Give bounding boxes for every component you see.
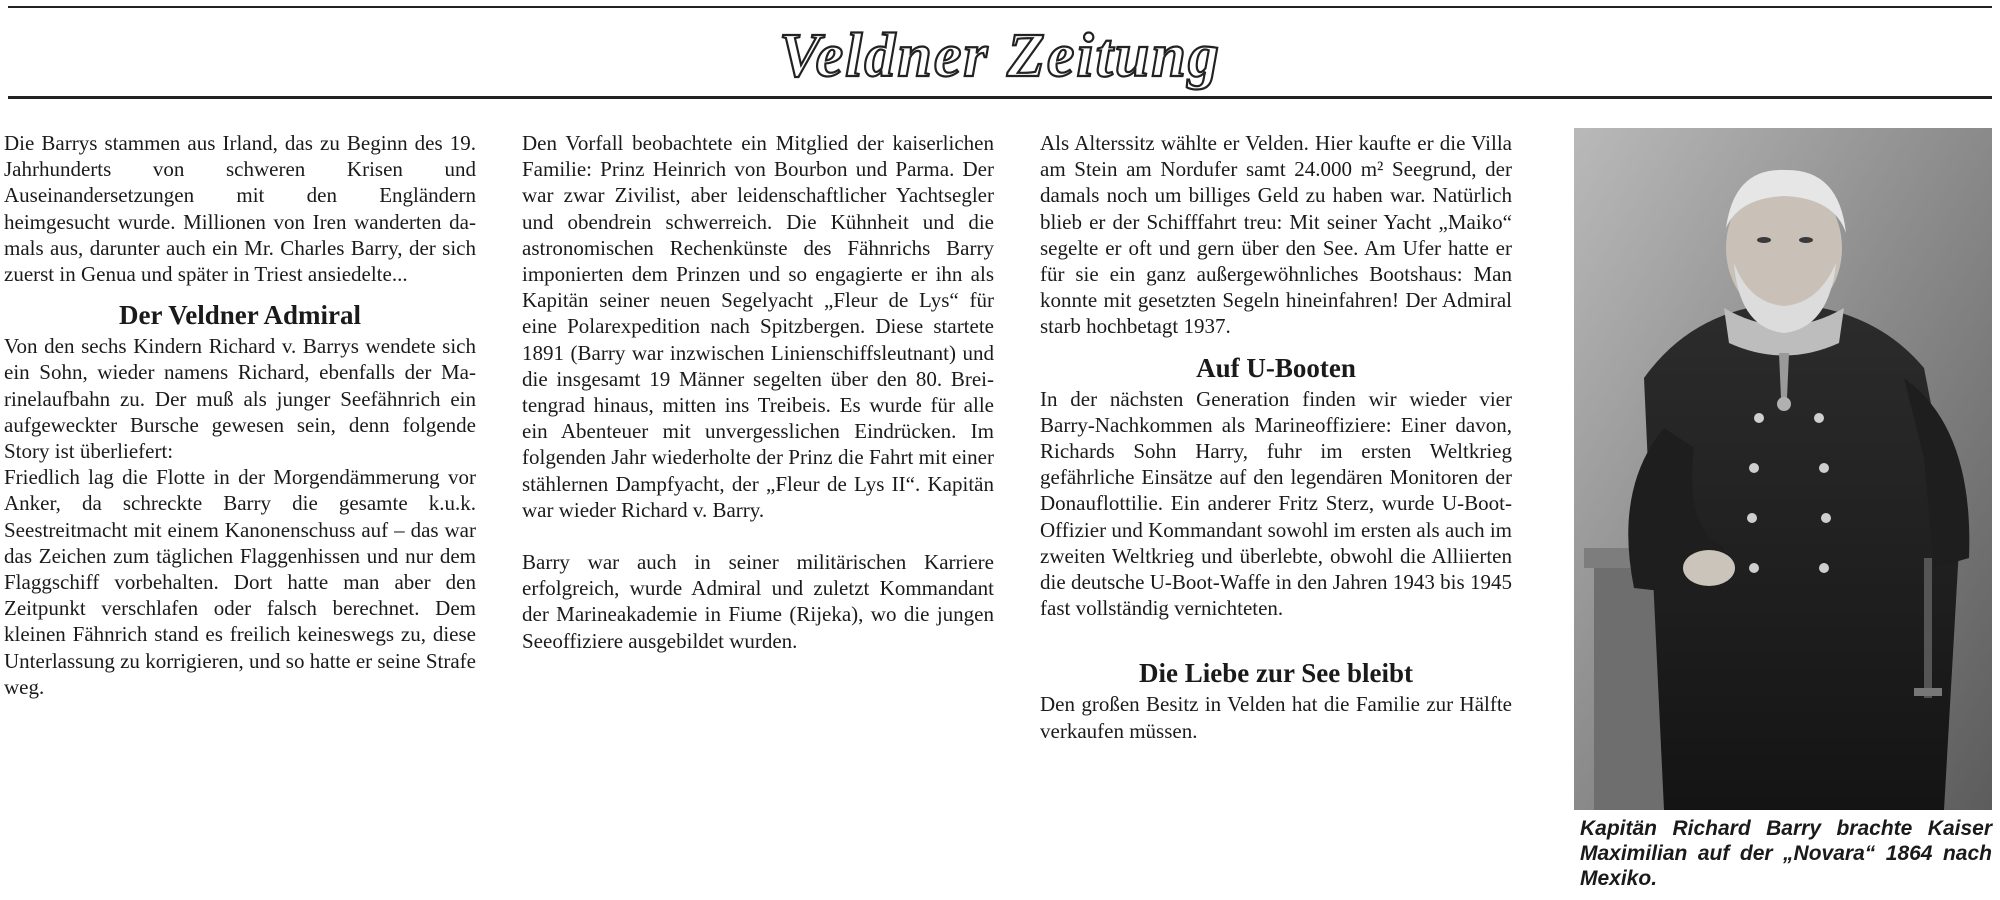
body-paragraph: Den Vorfall beobachtete ein Mitglied der kaiserlichen Familie: Prinz Heinrich von Bourbon und Parma. Der war zwar Zivilist, aber leidenschaftlicher Yachtsegler und obendrein schwerreich. Die Kühnheit und die astronomischen Rechenkünste des Fähnrichs Barry imponierten dem Prinzen und so engagierte er ihn als Kapitän seiner neuen Segelyacht „Fleur de Lys“ für eine Polarexpedition nach Spitzbergen. Diese startete 1891 (Barry war inzwischen Linienschiffsleutnant) und die insgesamt 19 Männer segelten über den 80. Breitengrad hinaus, mitten ins Treibeis. Es wurde für alle ein Abenteuer mit unvergesslichen Eindrücken. Im folgenden Jahr wiederholte der Prinz die Fahrt mit einer stählernen Dampfyacht, der „Fleur de Lys II“. Kapitän war wieder Richard v. Barry. — [522, 131, 994, 522]
masthead-bottom-rule — [8, 96, 1992, 99]
portrait-photo — [1574, 128, 1992, 810]
body-paragraph: Barry war auch in seiner militärischen Karriere erfolgreich, wurde Admiral und zuletzt Kommandant der Marineakademie in Fiume (Rijeka), wo die jungen Seeoffiziere ausgebildet wurden. — [522, 550, 994, 653]
masthead-title: Veldner Zeitung — [779, 22, 1221, 90]
body-paragraph: Als Alterssitz wählte er Velden. Hier kaufte er die Villa am Stein am Nordufer samt 24.000 m² Seegrund, der damals noch um billiges Geld zu haben war. Natürlich blieb er der Schifffahrt treu: Mit seiner Yacht „Maiko“ segelte er oft und gern über den See. Am Ufer hatte er für sie ein ganz außergewöhnliches Bootshaus: Man konnte mit gesetzten Segeln hineinfahren! Der Admiral starb hochbetagt 1937. — [1040, 131, 1512, 339]
masthead — [0, 14, 2000, 94]
body-paragraph: Den großen Besitz in Velden hat die Familie zur Hälfte verkaufen müssen. — [1040, 692, 1512, 743]
section-heading: Auf U-Booten — [1196, 352, 1356, 383]
article-column-2 — [522, 130, 994, 654]
article-column-3 — [1040, 130, 1512, 744]
body-paragraph: Von den sechs Kindern Richard v. Barrys wendete sich ein Sohn, wieder namens Richard, ebenfalls der Marinelaufbahn zu. Der muß als junger Seefähnrich ein aufgeweckter Bursche gewesen sein, denn folgende Story ist überliefert: — [4, 334, 476, 464]
masthead-top-rule — [8, 6, 1992, 8]
portrait-image — [1574, 128, 1992, 810]
intro-paragraph: Die Barrys stammen aus Irland, das zu Beginn des 19. Jahrhunderts von schweren Krisen und Auseinandersetzungen mit den Engländern heimgesucht wurde. Millionen von Iren wanderten damals aus, darunter auch ein Mr. Charles Barry, der sich zuerst in Genua und später in Triest ansiedelte... — [4, 131, 476, 287]
paragraph-spacer — [522, 523, 994, 549]
photo-caption: Kapitän Richard Barry brachte Kaiser Maximilian auf der „Novara“ 1864 nach Mexiko. — [1580, 817, 1992, 890]
body-paragraph: Friedlich lag die Flotte in der Morgendämmerung vor Anker, da schreckte Barry die gesamte k.u.k. Seestreitmacht mit einem Kanonenschuss auf – das war das Zeichen zum täglichen Flaggenhissen und nur dem Flaggschiff vorbehalten. Dort hatte man aber den Zeitpunkt verschlafen oder falsch berechnet. Dem kleinen Fähnrich stand es freilich keineswegs zu, diese Unterlassung zu korrigieren, und so hatte er seine Strafe weg. — [4, 465, 476, 699]
section-heading: Der Veldner Admiral — [118, 300, 361, 331]
article-column-1 — [4, 130, 476, 700]
section-heading: Die Liebe zur See bleibt — [1139, 658, 1413, 689]
body-paragraph: In der nächsten Generation finden wir wieder vier Barry-Nachkommen als Marineoffiziere: Einer davon, Richards Sohn Harry, fuhr im ersten Weltkrieg gefährliche Einsätze auf den legendären Monitoren der Donauflottilie. Ein anderer Fritz Sterz, wurde U-Boot-Offizier und Kommandant sowohl im ersten als auch im zweiten Weltkrieg und überlebte, obwohl die Alliierten die deutsche U-Boot-Waffe in den Jahren 1943 bis 1945 fast vollständig vernichteten. — [1040, 386, 1513, 621]
masthead-logo — [620, 14, 1380, 94]
